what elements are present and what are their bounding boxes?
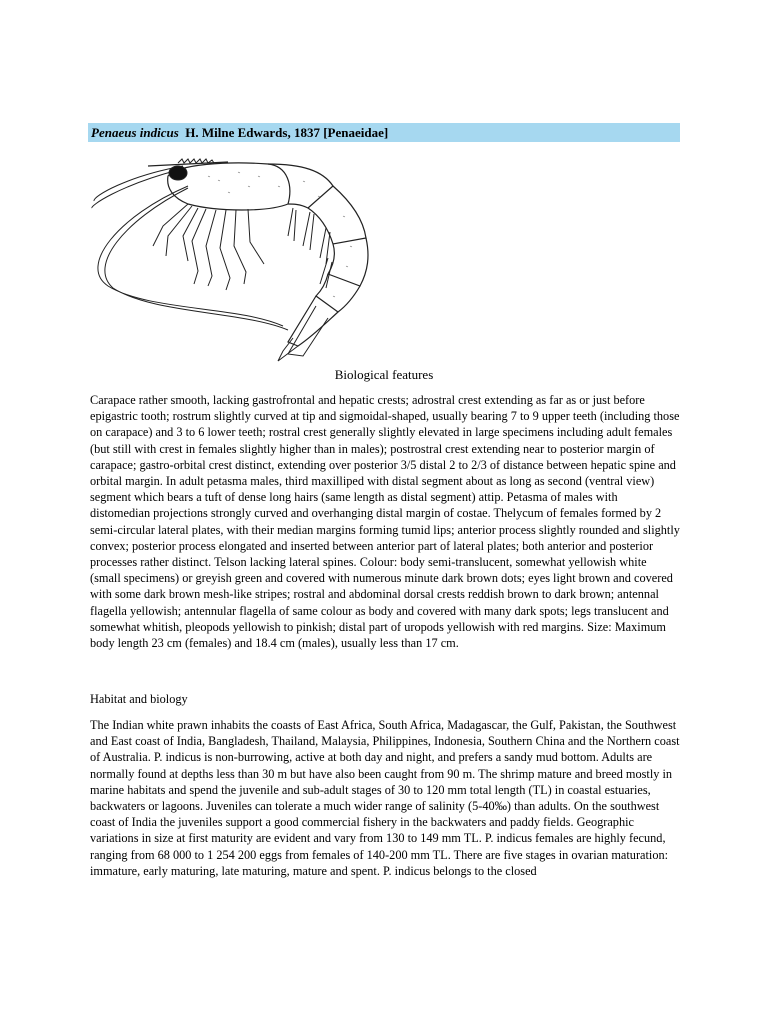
species-authority: H. Milne Edwards, 1837 [Penaeidae] <box>185 125 389 140</box>
description-paragraph: Carapace rather smooth, lacking gastrofrontal and hepatic crests; adrostral crest extending as far as or just before epigastric tooth; rostrum slightly curved at tip and sigmoidal-shaped, usually bearing 7 to 9 upper teeth (including those on carapace) and 3 to 6 lower teeth; rostral crest generally slightly elevated in large specimens including adult females (but still with crest in females slightly higher than in males); postrostral crest extending near to posterior margin of carapace; gastro-orbital crest distinct, extending over posterior 3/5 distal 2 to 2/3 of distance between hepatic spine and orbital margin. In adult petasma males, third maxilliped with distal segment about as long as second (ventral view) segment which bears a tuft of dense long hairs (same length as distal segment) attip. Petasma of males with distomedian projections strongly curved and overhanging distal margin of costae. Thelycum of females formed by 2 semi-circular lateral plates, with their median margins forming tumid lips; anterior process slightly rounded and slightly convex; posterior process elongated and inserted between anterior part of lateral plates; both anterior and posterior processes rather distinct. Telson lacking lateral spines. Colour: body semi-translucent, somewhat yellowish white (small specimens) or greyish green and covered with numerous minute dark brown dots; eyes light brown and covered with some dark brown mesh-like stripes; rostral and abdominal dorsal crests reddish brown to dark brown; antennal flagella yellowish; antennular flagella of same colour as body and covered with many dark spots; legs translucent and somewhat whitish, pleopods yellowish to pinkish; distal part of uropods yellowish with red margins. Size: Maximum body length 23 cm (females) and 18.4 cm (males), usually less than 17 cm. <box>90 393 680 651</box>
habitat-paragraph: The Indian white prawn inhabits the coasts of East Africa, South Africa, Madagascar, the Gulf, Pakistan, the Southwest and East coast of India, Bangladesh, Thailand, Malaysia, Philippines, Indonesia, Southern China and the Northern coast of Australia. P. indicus is non-burrowing, active at both day and night, and prefers a sandy mud bottom. Adults are normally found at depths less than 30 m but have also been caught from 90 m. The shrimp mature and breed mostly in marine habitats and spend the juvenile and sub-adult stages of 30 to 120 mm total length (TL) in coastal estuaries, backwaters or lagoons. Juveniles can tolerate a much wider range of salinity (5-40‰) than adults. On the southwest coast of India the juveniles support a good commercial fishery in the backwaters and paddy fields. Geographic variations in size at first maturity are evident and vary from 130 to 149 mm TL. P. indicus females are highly fecund, ranging from 68 000 to 1 254 200 eggs from females of 140-200 mm TL. There are five stages in ovarian maturation: immature, early maturing, late maturing, mature and spent. P. indicus belongs to the closed <box>90 718 680 878</box>
habitat-heading: Habitat and biology <box>90 692 188 706</box>
figure-caption: Biological features <box>334 367 434 382</box>
species-title-bar <box>88 123 680 142</box>
shrimp-illustration-icon <box>88 146 388 366</box>
species-name: Penaeus indicus <box>91 125 179 140</box>
